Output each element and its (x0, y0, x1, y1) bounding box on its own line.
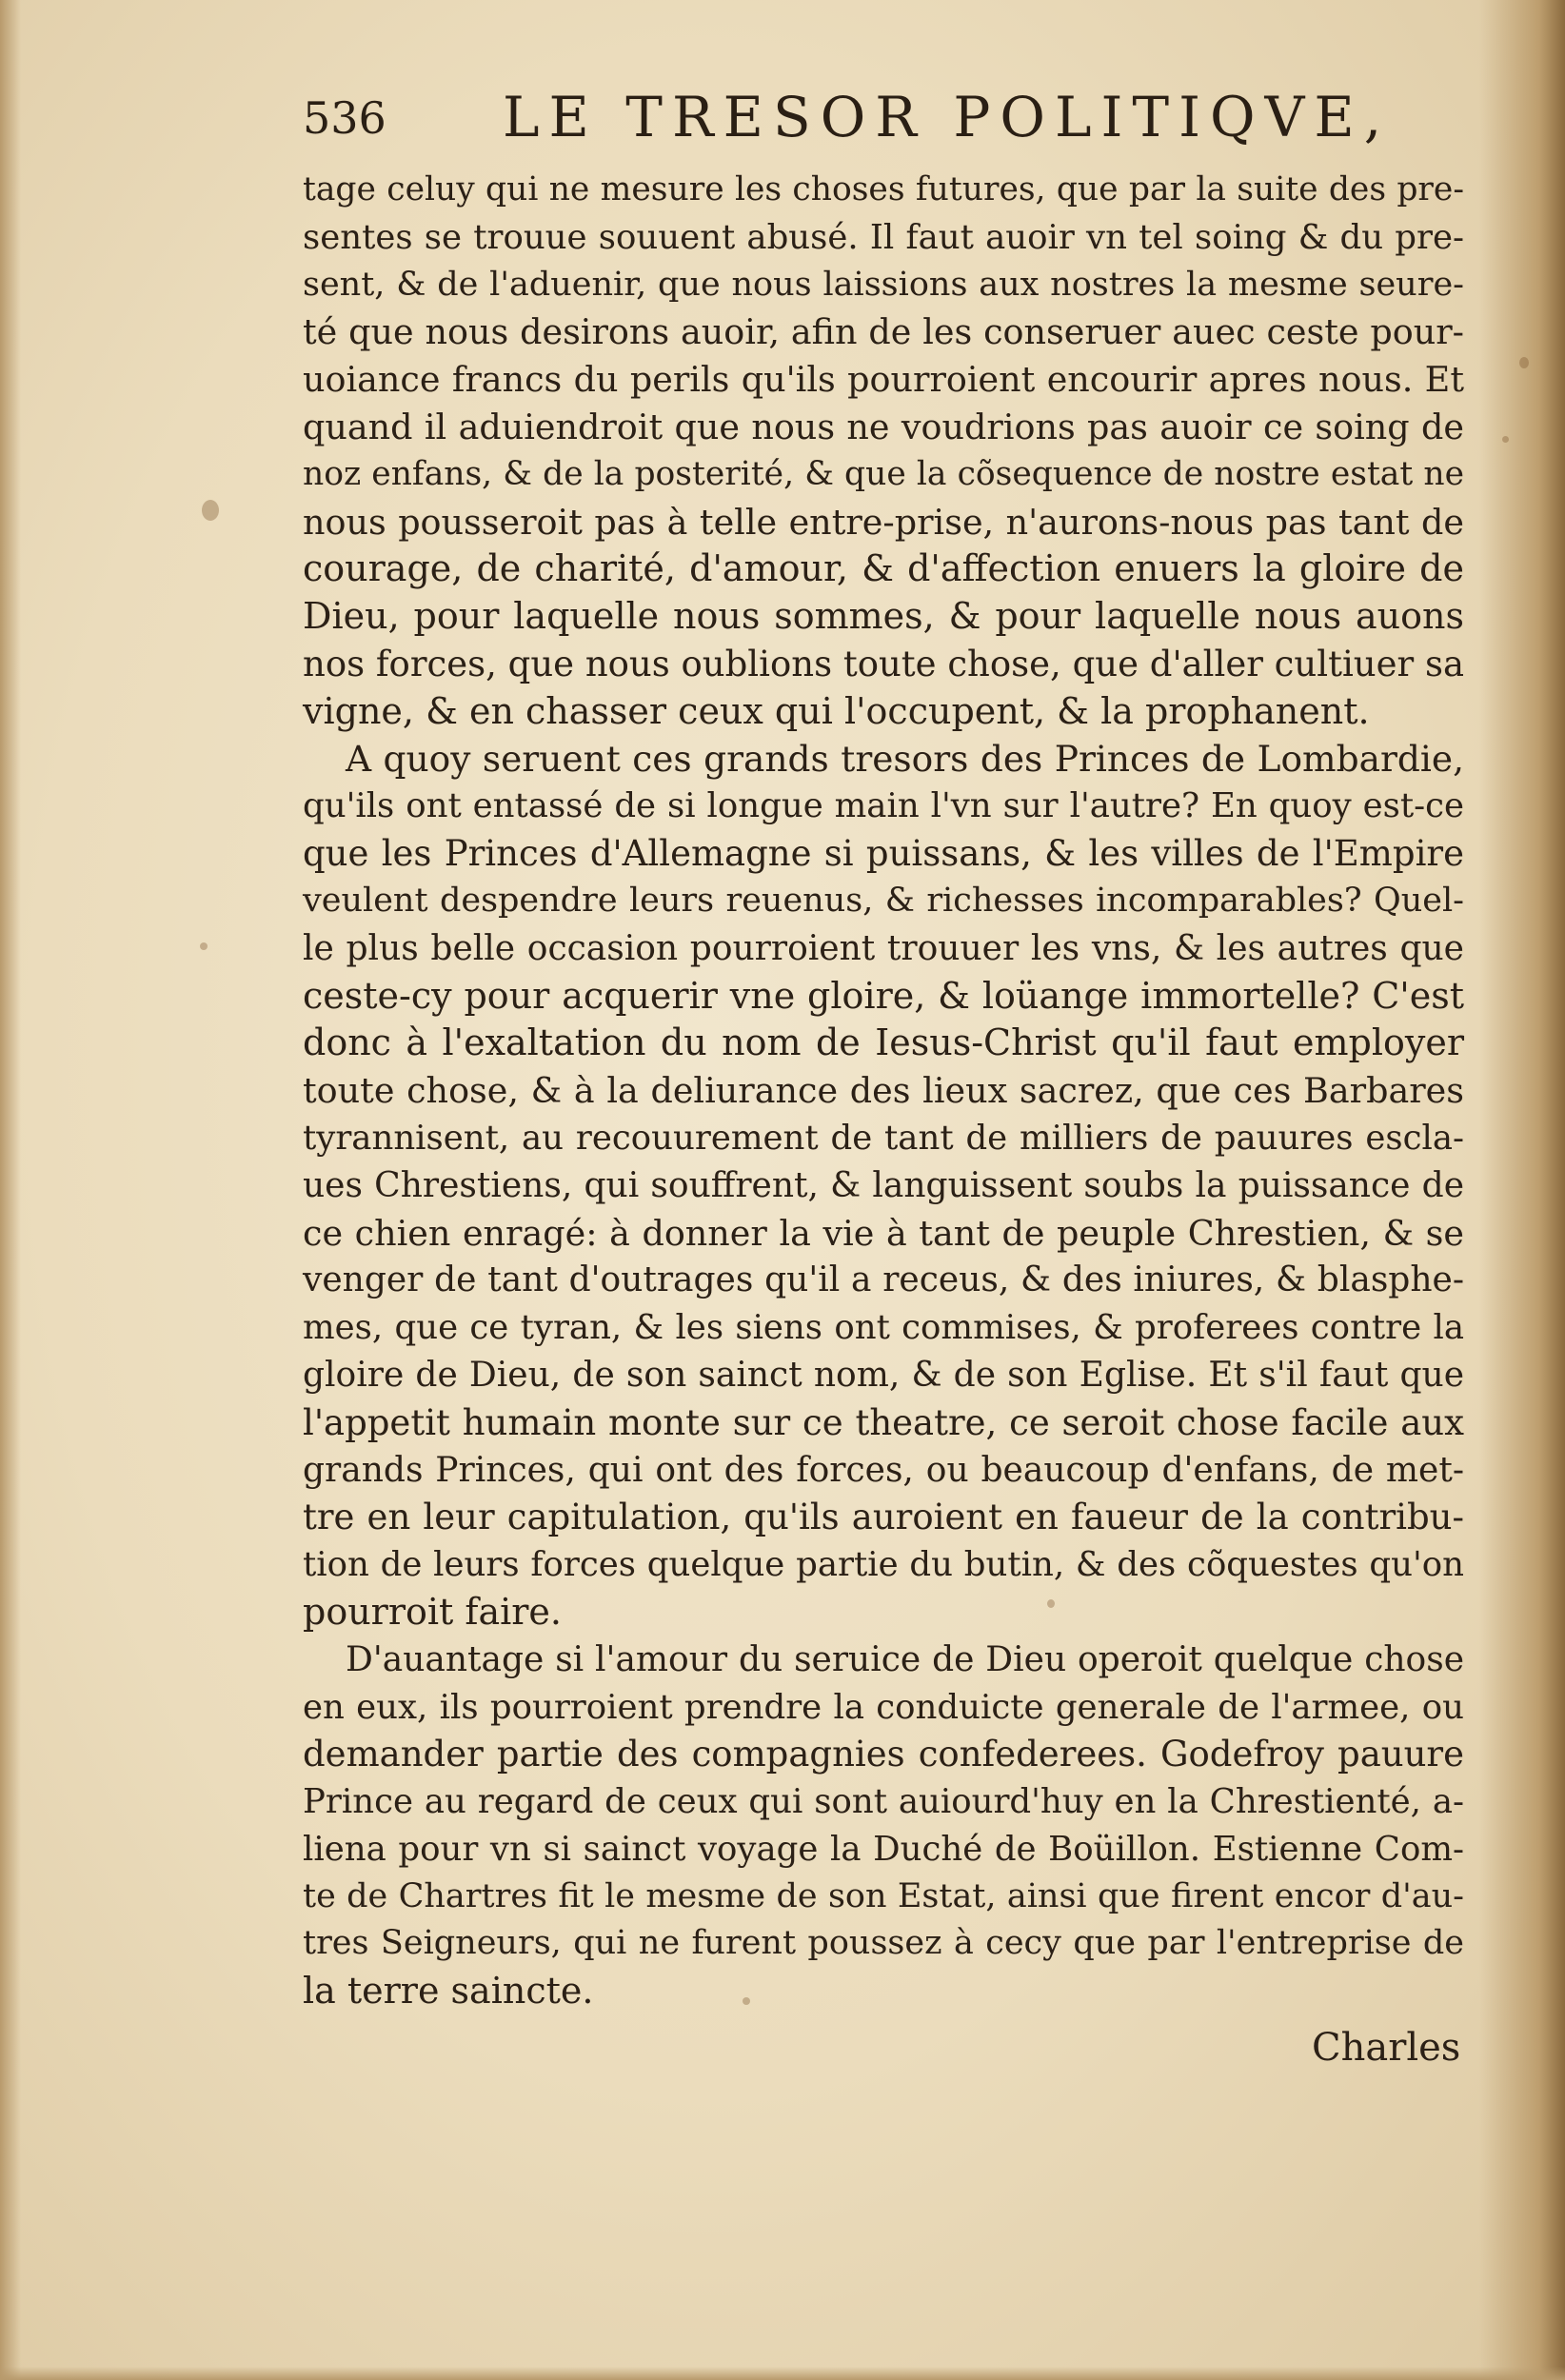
text-line: en eux, ils pourroient prendre la conduicte generale de l'armee, ou (303, 1687, 1464, 1727)
page-bottom-edge-shadow (0, 2367, 1565, 2380)
paragraph (303, 167, 1464, 736)
text-line: ceste-cy pour acquerir vne gloire, & loüange immortelle? C'est (303, 974, 1464, 1017)
text-line: tyrannisent, au recouurement de tant de milliers de pauures escla- (303, 1118, 1464, 1158)
text-line: l'appetit humain monte sur ce theatre, ce seroit chose facile aux (303, 1401, 1464, 1443)
text-line: courage, de charité, d'amour, & d'affection enuers la gloire de (303, 547, 1464, 590)
ink-spot (1502, 436, 1509, 443)
text-line: uoiance francs du perils qu'ils pourroient encourir apres nous. Et (303, 359, 1464, 401)
text-line: venger de tant d'outrages qu'il a receus, & des iniures, & blasphe- (303, 1260, 1464, 1300)
text-line: D'auantage si l'amour du seruice de Dieu operoit quelque chose (346, 1639, 1464, 1679)
text-line: liena pour vn si sainct voyage la Duché de Boüillon. Estienne Com- (303, 1829, 1464, 1869)
page-left-edge-shadow (0, 0, 21, 2380)
text-line: qu'ils ont entassé de si longue main l'vn sur l'autre? En quoy est-ce (303, 786, 1464, 826)
text-line: noz enfans, & de la posterité, & que la cõsequence de nostre estat ne (303, 454, 1464, 493)
text-line: Dieu, pour laquelle nous sommes, & pour laquelle nous auons (303, 595, 1464, 638)
text-line: gloire de Dieu, de son sainct nom, & de son Eglise. Et s'il faut que (303, 1355, 1464, 1395)
text-line: nous pousseroit pas à telle entre-prise, n'aurons-nous pas tant de (303, 501, 1464, 543)
text-line: té que nous desirons auoir, afin de les conseruer auec ceste pour- (303, 311, 1464, 353)
running-title: LE TRESOR POLITIQVE, (503, 85, 1392, 149)
text-line: A quoy seruent ces grands tresors des Princes de Lombardie, (346, 737, 1464, 780)
text-line: mes, que ce tyran, & les siens ont commises, & proferees contre la (303, 1308, 1464, 1348)
text-line: nos forces, que nous oublions toute chose, que d'aller cultiuer sa (303, 643, 1464, 684)
text-line: grands Princes, qui ont des forces, ou beaucoup d'enfans, de met- (303, 1450, 1464, 1490)
text-line: sent, & de l'aduenir, que nous laissions aux nostres la mesme seure- (303, 265, 1464, 304)
text-line: sentes se trouue souuent abusé. Il faut auoir vn tel soing & du pre- (303, 217, 1464, 257)
page-header (303, 81, 1392, 167)
text-line: tage celuy qui ne mesure les choses futures, que par la suite des pre- (303, 170, 1464, 208)
text-line: ues Chrestiens, qui souffrent, & languissent soubs la puissance de (303, 1165, 1464, 1205)
text-line: la terre saincte. (303, 1970, 594, 2013)
text-line: toute chose, & à la deliurance des lieux sacrez, que ces Barbares (303, 1070, 1464, 1112)
catchword: Charles (1312, 2026, 1461, 2070)
text-line: demander partie des compagnies confederees. Godefroy pauure (303, 1734, 1464, 1775)
text-line: donc à l'exaltation du nom de Iesus-Christ qu'il faut employer (303, 1021, 1464, 1064)
ink-spot (202, 500, 219, 521)
text-line: veulent despendre leurs reuenus, & richesses incomparables? Quel- (303, 881, 1464, 920)
text-line: le plus belle occasion pourroient trouuer les vns, & les autres que (303, 928, 1464, 968)
text-line: vigne, & en chasser ceux qui l'occupent, & la prophanent. (303, 689, 1370, 732)
ink-spot (200, 942, 208, 950)
text-line: pourroit faire. (303, 1590, 562, 1633)
text-line: tres Seigneurs, qui ne furent poussez à cecy que par l'entreprise de (303, 1924, 1464, 1963)
text-line: que les Princes d'Allemagne si puissans, & les villes de l'Empire (303, 833, 1464, 875)
text-line: tre en leur capitulation, qu'ils auroient en faueur de la contribu- (303, 1497, 1464, 1538)
text-line: quand il aduiendroit que nous ne voudrions pas auoir ce soing de (303, 406, 1464, 447)
text-line: te de Chartres fit le mesme de son Estat, ainsi que firent encor d'au- (303, 1876, 1464, 1915)
paragraph (303, 1636, 1464, 2015)
ink-spot (1519, 357, 1529, 368)
body-text (303, 167, 1464, 2015)
page-number: 536 (303, 92, 386, 144)
text-line: Prince au regard de ceux qui sont auiourd'huy en la Chrestienté, a- (303, 1782, 1464, 1822)
paragraph (303, 736, 1464, 1636)
text-line: tion de leurs forces quelque partie du butin, & des cõquestes qu'on (303, 1545, 1464, 1585)
text-line: ce chien enragé: à donner la vie à tant de peuple Chrestien, & se (303, 1212, 1464, 1254)
